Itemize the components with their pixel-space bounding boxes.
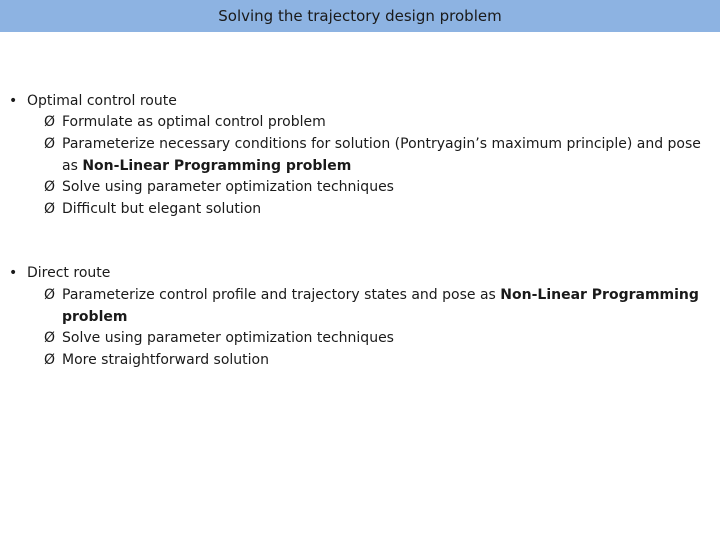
emphasis-text: Non-Linear Programming problem [62,287,699,325]
bullet-optimal-control-route [9,91,177,111]
arrow-bullet-icon: Ø [44,201,56,217]
sub-item-text: Parameterize control profile and trajectory states and pose as Non-Linear Programming problem [62,287,699,325]
sub-item [44,134,714,177]
sub-item [44,285,714,328]
sub-item-text: Difficult but elegant solution [62,201,262,217]
arrow-bullet-icon: Ø [44,136,56,152]
emphasis-text: Non-Linear Programming problem [82,157,352,174]
sub-item [44,112,714,134]
bullet-heading: Direct route [27,265,111,281]
sub-item [44,328,714,350]
sub-item [44,350,714,372]
sub-item-text: More straightforward solution [62,352,269,368]
title-bar [0,0,720,32]
arrow-bullet-icon: Ø [44,179,56,195]
bullet-dot-icon: • [9,93,18,109]
sub-item [44,199,714,221]
sub-item-text: Solve using parameter optimization techniques [62,179,394,195]
bullet-dot-icon: • [9,265,18,281]
bullet-direct-route [9,263,110,283]
sub-item-text: Formulate as optimal control problem [62,114,326,130]
arrow-bullet-icon: Ø [44,114,56,130]
arrow-bullet-icon: Ø [44,352,56,368]
sub-item-text: Parameterize necessary conditions for solution (Pontryagin’s maximum principle) and pose as Non-Linear Programming problem [62,136,701,174]
slide-title: Solving the trajectory design problem [218,7,502,25]
sub-item [44,177,714,199]
arrow-bullet-icon: Ø [44,287,56,303]
bullet-heading: Optimal control route [27,93,177,109]
arrow-bullet-icon: Ø [44,330,56,346]
sub-item-text: Solve using parameter optimization techniques [62,330,394,346]
